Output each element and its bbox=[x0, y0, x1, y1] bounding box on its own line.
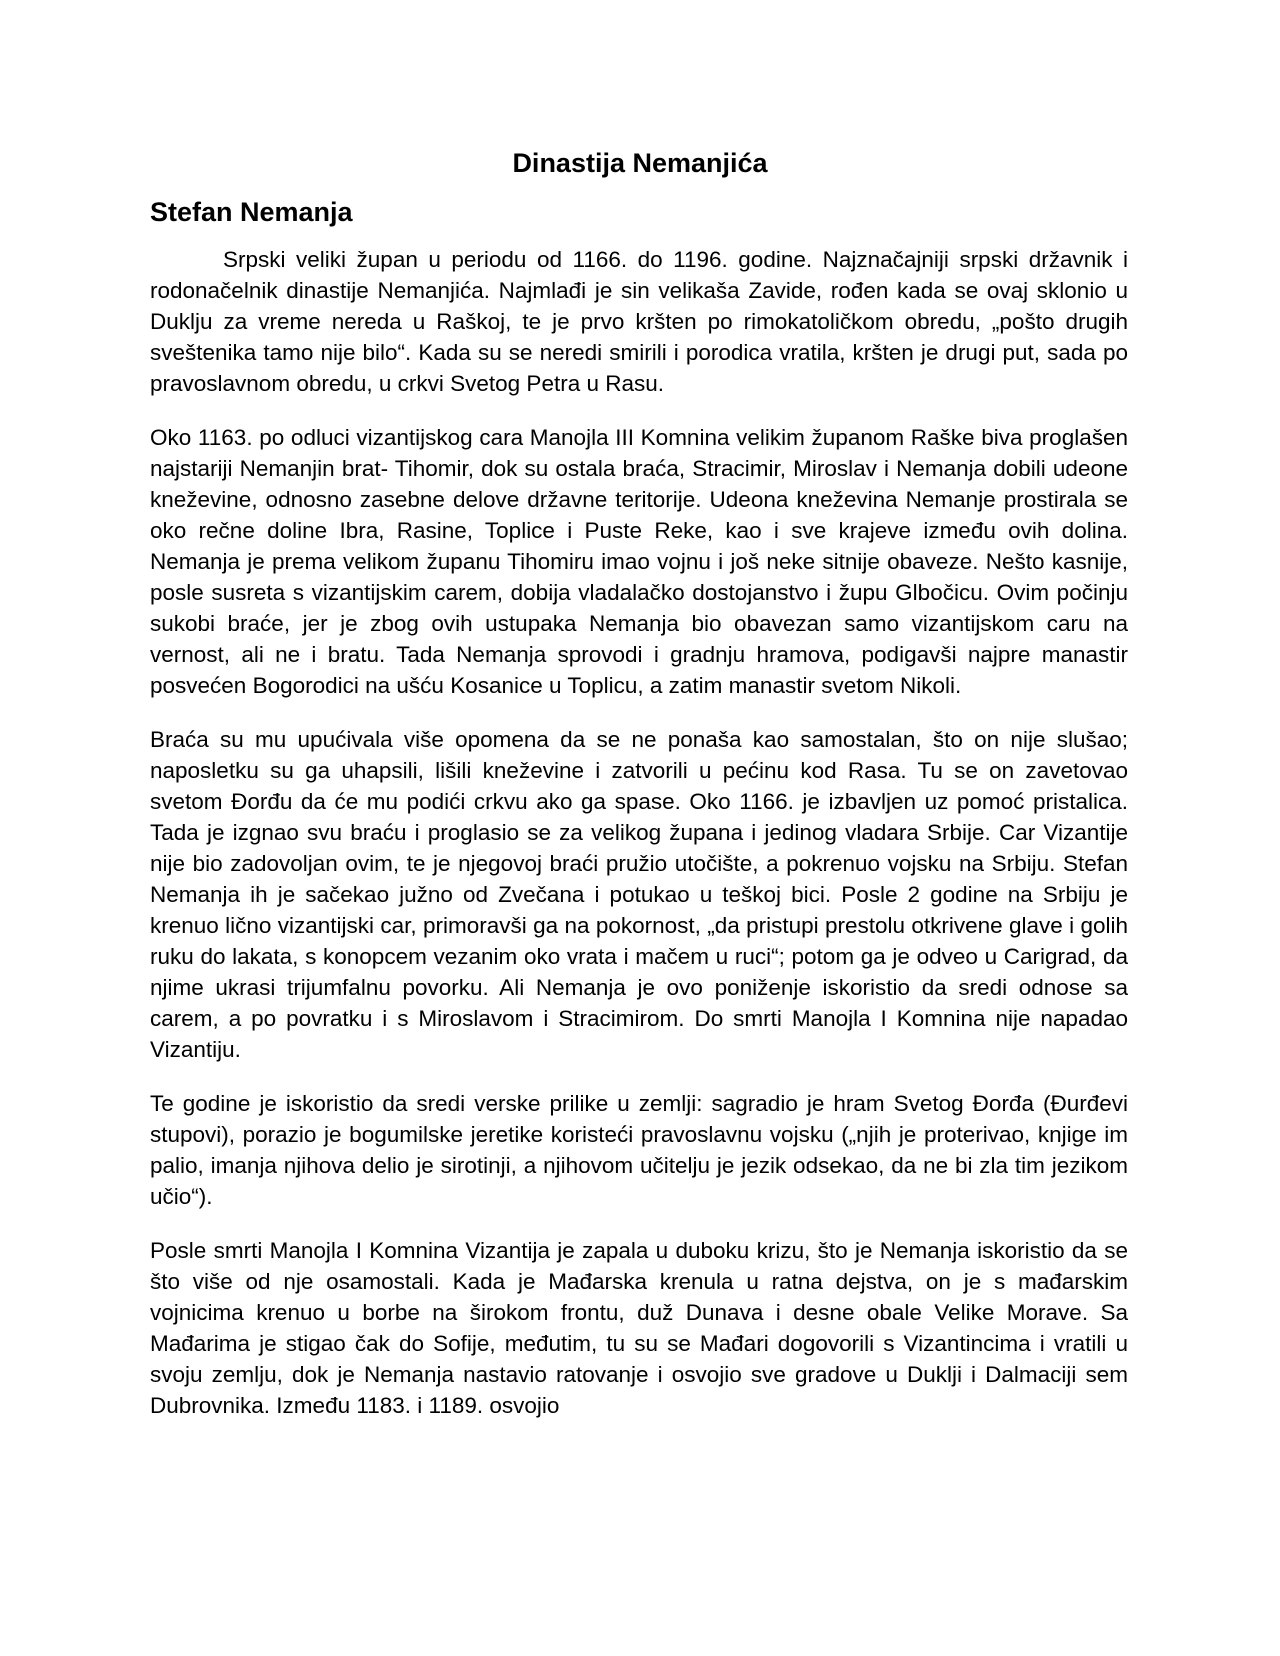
paragraph-verske-prilike: Te godine je iskoristio da sredi verske prilike u zemlji: sagradio je hram Svetog Đorđa (Đurđevi stupovi), porazio je bogumilske jeretike koristeći pravoslavnu vojsku („njih je proterivao, knjige im palio, imanja njihova delio je sirotinji, a njihovom učitelju je jezik odsekao, da ne bi zla tim jezikom učio“). bbox=[150, 1091, 1128, 1209]
paragraph-sukob-brace: Braća su mu upućivala više opomena da se ne ponaša kao samostalan, što on nije slušao; naposletku su ga uhapsili, lišili kneževine i zatvorili u pećinu kod Rasa. Tu se on zavetovao svetom Đorđu da će mu podići crkvu ako ga spase. Oko 1166. je izbavljen uz pomoć pristalica. Tada je izgnao svu braću i proglasio se za velikog župana i jedinog vladara Srbije. Car Vizantije nije bio zadovoljan ovim, te je njegovoj braći pružio utočište, a pokrenuo vojsku na Srbiju. Stefan Nemanja ih je sačekao južno od Zvečana i potukao u teškoj bici. Posle 2 godine na Srbiju je krenuo lično vizantijski car, primoravši ga na pokornost, „da pristupi prestolu otkrivene glave i golih ruku do lakata, s konopcem vezanim oko vrata i mačem u ruci“; potom ga je odveo u Carigrad, da njime ukrasi trijumfalnu povorku. Ali Nemanja je ovo poniženje iskoristio da sredi odnose sa carem, a po povratku i s Miroslavom i Stracimirom. Do smrti Manojla I Komnina nije napadao Vizantiju. bbox=[150, 727, 1128, 1062]
document-body bbox=[150, 244, 1128, 1444]
section-heading: Stefan Nemanja bbox=[150, 197, 353, 227]
paragraph-osamostaljenje: Posle smrti Manojla I Komnina Vizantija je zapala u duboku krizu, što je Nemanja iskoristio da se što više od nje osamostali. Kada je Mađarska krenula u ratna dejstva, on je s mađarskim vojnicima krenuo u borbe na širokom frontu, duž Dunava i desne obale Velike Morave. Sa Mađarima je stigao čak do Sofije, međutim, tu su se Mađari dogovorili s Vizantincima i vratili u svoju zemlju, dok je Nemanja nastavio ratovanje i osvojio sve gradove u Duklji i Dalmaciji sem Dubrovnika. Između 1183. i 1189. osvojio bbox=[150, 1238, 1128, 1418]
document-title: Dinastija Nemanjića bbox=[512, 148, 768, 178]
paragraph-intro: Srpski veliki župan u periodu od 1166. do 1196. godine. Najznačajniji srpski državnik i rodonačelnik dinastije Nemanjića. Najmlađi je sin velikaša Zavide, rođen kada se ovaj sklonio u Duklju za vreme nereda u Raškoj, te je prvo kršten po rimokatoličkom obredu, „pošto drugih sveštenika tamo nije bilo“. Kada su se neredi smirili i porodica vratila, kršten je drugi put, sada po pravoslavnom obredu, u crkvi Svetog Petra u Rasu. bbox=[150, 247, 1128, 396]
paragraph-udeone-knezevine: Oko 1163. po odluci vizantijskog cara Manojla III Komnina velikim županom Raške biva proglašen najstariji Nemanjin brat- Tihomir, dok su ostala braća, Stracimir, Miroslav i Nemanja dobili udeone kneževine, odnosno zasebne delove državne teritorije. Udeona kneževina Nemanje prostirala se oko rečne doline Ibra, Rasine, Toplice i Puste Reke, kao i sve krajeve između ovih dolina. Nemanja je prema velikom županu Tihomiru imao vojnu i još neke sitnije obaveze. Nešto kasnije, posle susreta s vizantijskim carem, dobija vladalačko dostojanstvo i župu Glbočicu. Ovim počinju sukobi braće, jer je zbog ovih ustupaka Nemanja bio obavezan samo vizantijskom caru na vernost, ali ne i bratu. Tada Nemanja sprovodi i gradnju hramova, podigavši najpre manastir posvećen Bogorodici na ušću Kosanice u Toplicu, a zatim manastir svetom Nikoli. bbox=[150, 425, 1128, 698]
